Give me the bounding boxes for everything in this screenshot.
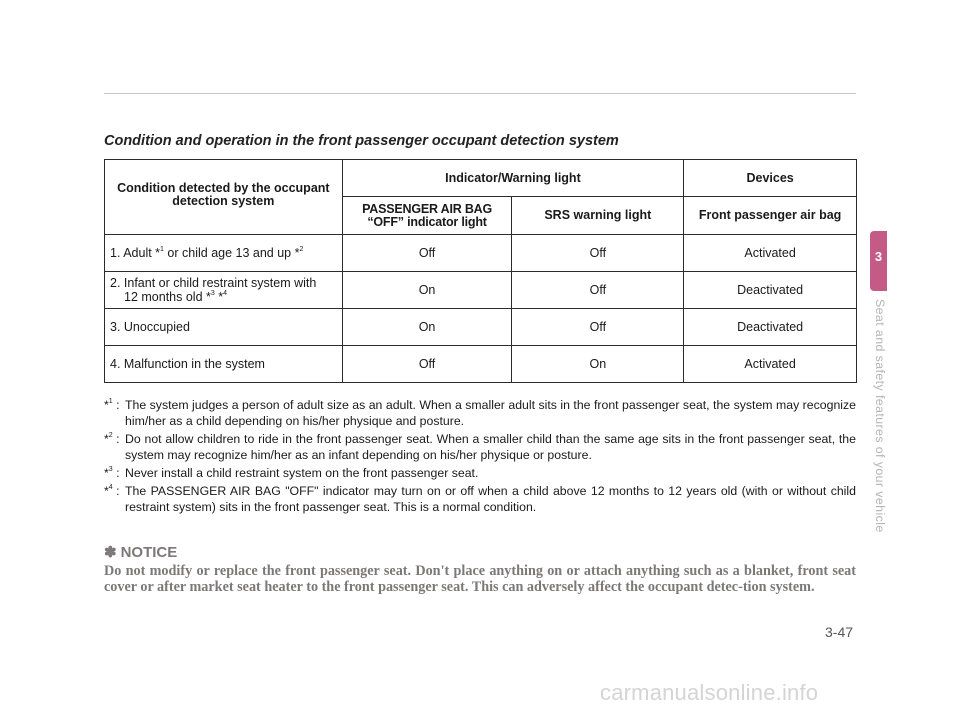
row-indicator: On xyxy=(342,272,512,309)
row-device: Activated xyxy=(684,235,857,272)
footnote-mark: *$^2$ : xyxy=(104,432,120,446)
footnote-text: The system judges a person of adult size as an adult. When a smaller adult sits in the front passenger seat, the system may recognize him/her as a child depending on his/her physique and posture. xyxy=(125,398,856,428)
row-srs: Off xyxy=(512,272,684,309)
row-device: Deactivated xyxy=(684,309,857,346)
top-divider xyxy=(104,93,856,94)
footnote-text: Do not allow children to ride in the front passenger seat. When a smaller child than the same age sits in the front passenger seat, the system may recognize him/her as an infant depending on his/her physique or posture. xyxy=(125,432,856,462)
row-indicator: Off xyxy=(342,346,512,383)
row-srs: Off xyxy=(512,235,684,272)
condition-text: 12 months old * xyxy=(124,290,211,304)
notice-star-icon: ✽ xyxy=(104,544,117,561)
footnote xyxy=(104,431,856,463)
subheader-passenger-airbag-line2: “OFF” indicator light xyxy=(367,214,487,229)
row-srs: On xyxy=(512,346,684,383)
header-indicator: Indicator/Warning light xyxy=(342,160,684,197)
subheader-passenger-airbag-line1: PASSENGER AIR BAG xyxy=(362,201,493,216)
footnote xyxy=(104,483,856,515)
footnote xyxy=(104,465,856,481)
footnote-ref: 4 xyxy=(223,290,228,297)
subheader-passenger-airbag xyxy=(342,197,512,235)
footnote-mark: *$^3$ : xyxy=(104,466,120,480)
row-condition xyxy=(105,235,343,272)
table-row xyxy=(105,346,857,383)
footnote-mark: *$^1$ : xyxy=(104,398,120,412)
notice-text: Do not modify or replace the front passenger seat. Don't place anything on or attach anything such as a blanket, front seat cover or after market seat heater to the front passenger seat. This can adversely affect the occupant detec-tion system. xyxy=(104,563,856,595)
table-row xyxy=(105,272,857,309)
row-indicator: Off xyxy=(342,235,512,272)
header-condition: Condition detected by the occupant detection system xyxy=(105,160,343,235)
notice-title: NOTICE xyxy=(120,544,178,561)
footnote xyxy=(104,397,856,429)
header-devices: Devices xyxy=(684,160,857,197)
table-header-row xyxy=(105,160,857,197)
subheader-srs: SRS warning light xyxy=(512,197,684,235)
footnote-text: Never install a child restraint system on the front passenger seat. xyxy=(125,466,479,480)
table-row xyxy=(105,235,857,272)
condition-text: 2. Infant or child restraint system with xyxy=(110,276,317,290)
row-indicator: On xyxy=(342,309,512,346)
footnote-number: 4 xyxy=(108,484,113,491)
footnote-mark: *$^4$ : xyxy=(104,484,120,498)
row-srs: Off xyxy=(512,309,684,346)
row-device: Activated xyxy=(684,346,857,383)
row-condition: 3. Unoccupied xyxy=(105,309,343,346)
footnote-ref: 1 xyxy=(160,246,164,253)
footnote-number: 2 xyxy=(108,432,113,439)
chapter-title: Seat and safety features of your vehicle xyxy=(873,299,887,533)
footnote-text: The PASSENGER AIR BAG "OFF" indicator may turn on or off when a child above 12 months to 12 years old (with or without child restraint system) sits in the front passenger seat. This is a normal condition. xyxy=(125,484,856,514)
page-number: 3-47 xyxy=(825,624,854,640)
notice-heading xyxy=(104,543,177,561)
footnote-number: 3 xyxy=(108,466,113,473)
chapter-tab xyxy=(870,231,887,291)
footnote-number: 1 xyxy=(108,398,113,405)
footnote-ref: 2 xyxy=(299,246,304,253)
subheader-front-airbag: Front passenger air bag xyxy=(684,197,857,235)
footnotes xyxy=(104,397,856,517)
row-condition: 4. Malfunction in the system xyxy=(105,346,343,383)
section-title: Condition and operation in the front passenger occupant detection system xyxy=(104,133,619,149)
row-condition: 2. Infant or child restraint system with 12 months old *$^3$ *$^4$ xyxy=(105,272,343,309)
chapter-number: 3 xyxy=(874,249,883,264)
footnote-ref: 3 xyxy=(210,290,215,297)
condition-text: 1. Adult * xyxy=(110,246,161,260)
occupant-detection-table xyxy=(104,159,857,383)
row-device: Deactivated xyxy=(684,272,857,309)
table-row xyxy=(105,309,857,346)
condition-text: or child age 13 and up * xyxy=(163,246,300,260)
watermark: carmanualsonline.info xyxy=(600,680,819,705)
